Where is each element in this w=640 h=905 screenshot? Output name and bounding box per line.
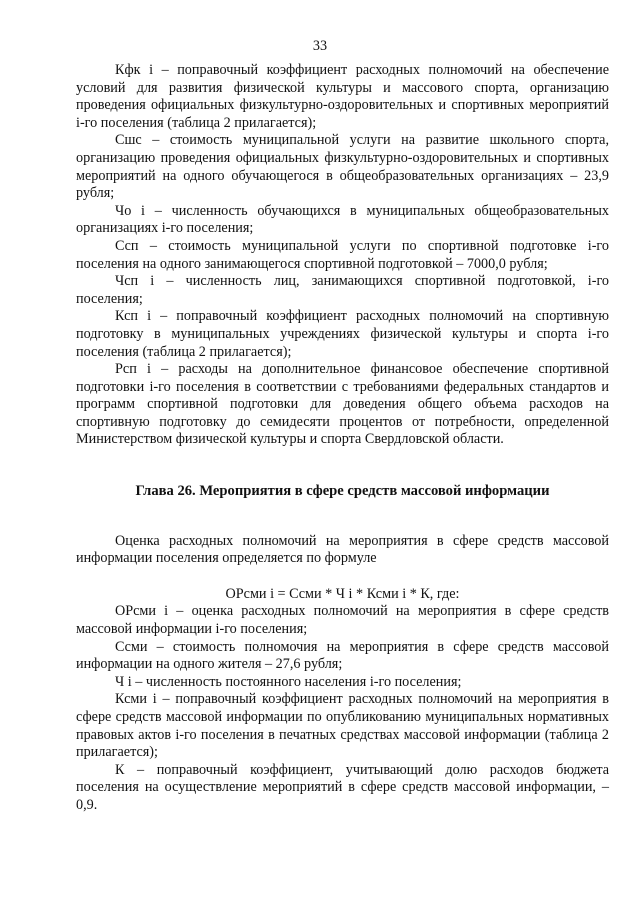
paragraph-ssmi: Ссми – стоимость полномочия на мероприятия в сфере средств массовой информации на одного жителя – 27,6 рубля;: [76, 638, 609, 673]
paragraph-k: К – поправочный коэффициент, учитывающий долю расходов бюджета поселения на осуществление мероприятий в сфере средств массовой информации, – 0,9.: [76, 761, 609, 813]
page-number: 33: [312, 38, 328, 54]
paragraph-orsmi: ОРсми i – оценка расходных полномочий на мероприятия в сфере средств массовой информации i-го поселения;: [76, 603, 609, 638]
paragraph-intro: Оценка расходных полномочий на мероприятия в сфере средств массовой информации поселения определяется по формуле: [76, 532, 609, 567]
paragraph-chsp: Чсп i – численность лиц, занимающихся спортивной подготовкой, i-го поселения;: [76, 273, 609, 307]
paragraph-cho: Чо i – численность обучающихся в муниципальных общеобразовательных организациях i-го поселения;: [76, 202, 609, 237]
paragraph-kfk: Кфк i – поправочный коэффициент расходных полномочий на обеспечение условий для развития физической культуры и массового спорта, организацию проведения официальных физкультурно-оздоровительных и спортивных мероприятий i-го поселения (таблица 2 прилагается);: [76, 62, 609, 131]
paragraph-ssp: Ссп – стоимость муниципальной услуги по спортивной подготовке i-го поселения на одного занимающегося спортивной подготовкой – 7000,0 рубля;: [76, 237, 609, 272]
paragraph-ksp: Ксп i – поправочный коэффициент расходных полномочий на спортивную подготовку в муниципальных учреждениях физической культуры и спорта i-го поселения (таблица 2 прилагается);: [76, 308, 609, 360]
chapter-heading: Глава 26. Мероприятия в сфере средств массовой информации: [135, 483, 550, 500]
paragraph-chi: Ч i – численность постоянного населения i-го поселения;: [115, 673, 462, 690]
paragraph-sshs: Сшс – стоимость муниципальной услуги на развитие школьного спорта, организацию проведения официальных физкультурно-оздоровительных и спортивных мероприятий на одного обучающегося в общеобразовательных организациях – 23,9 рубля;: [76, 132, 609, 202]
formula: ОРсми i = Ссми * Ч i * Ксми i * К, где:: [225, 585, 460, 602]
paragraph-rsp: Рсп i – расходы на дополнительное финансовое обеспечение спортивной подготовки i-го поселения в соответствии с требованиями федеральных стандартов и программ спортивной подготовки для доведения общего объема расходов на спортивную подготовку до семидесяти процентов от потребности, определенной Министерством физической культуры и спорта Свердловской области.: [76, 361, 609, 448]
paragraph-ksmi: Ксми i – поправочный коэффициент расходных полномочий на мероприятия в сфере средств массовой информации по опубликованию муниципальных нормативных правовых актов i-го поселения в печатных средствах массовой информации (таблица 2 прилагается);: [76, 691, 609, 761]
document-body: [76, 62, 609, 815]
